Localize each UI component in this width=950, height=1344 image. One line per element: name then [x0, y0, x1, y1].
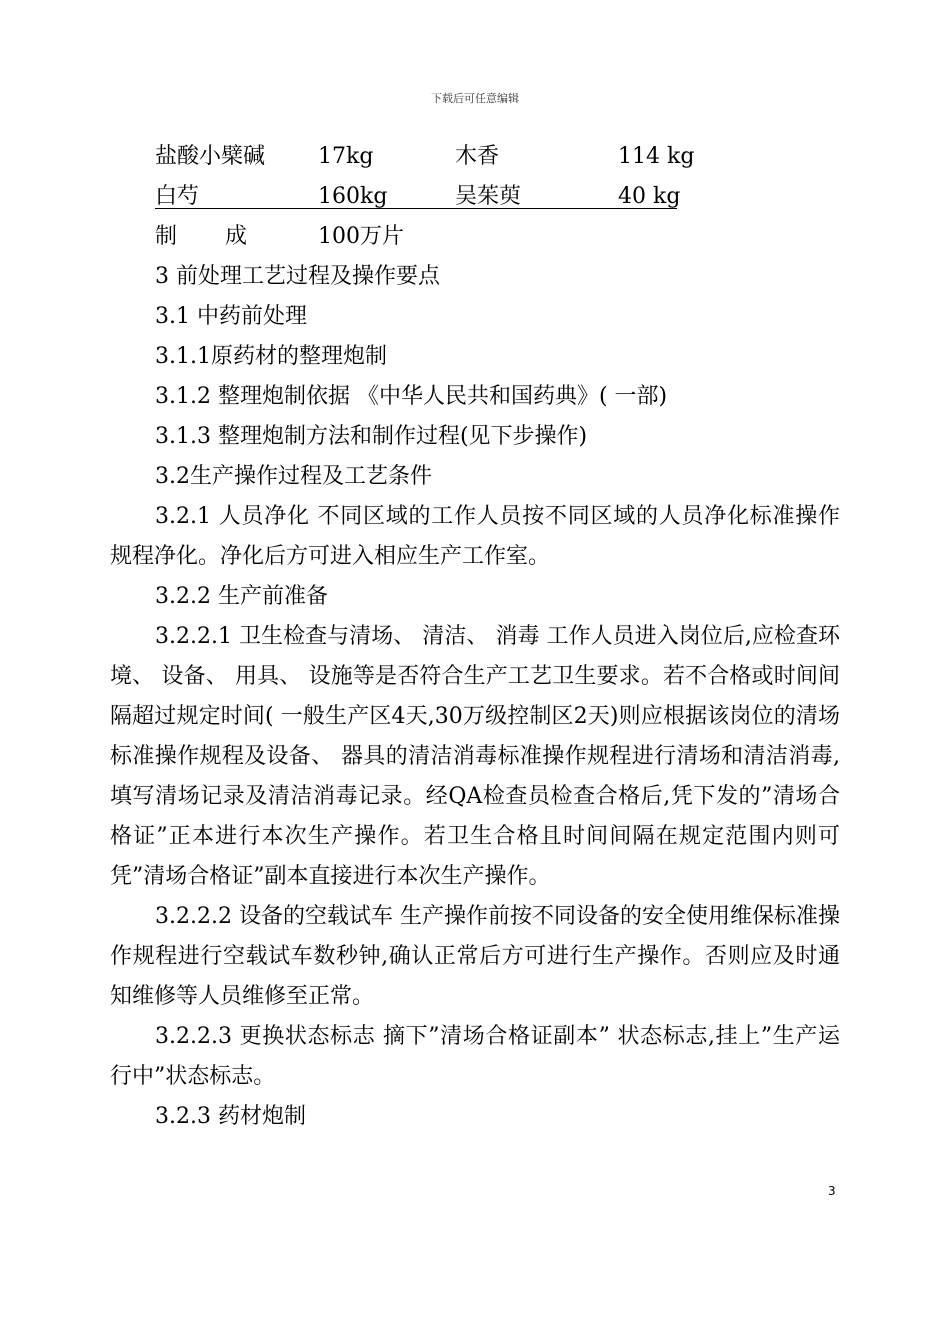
- paragraph: 3.2.1 人员净化 不同区域的工作人员按不同区域的人员净化标准操作规程净化。净化后方可进入相应生产工作室。: [110, 504, 840, 569]
- paragraph: 3.2.2.1 卫生检查与清场、 清洁、 消毒 工作人员进入岗位后,应检查环境、 设备、 用具、 设施等是否符合生产工艺卫生要求。若不合格或时间间隔超过规定时间( 一般生产区4天,30万级控制区2天)则应根据该岗位的清场标准操作规程及设备、 器具的清洁消毒标准操作规程进行清场和清洁消毒,填写清场记录及清洁消毒记录。经QA检查员检查合格后,凭下发的”清场合格证”正本进行本次生产操作。若卫生合格且时间间隔在规定范围内则可凭”清场合格证”副本直接进行本次生产操作。: [110, 624, 840, 889]
- document-body: [110, 137, 840, 1137]
- section-heading: 3.1 中药前处理: [155, 304, 307, 329]
- section-line: 3.1.3 整理炮制方法和制作过程(见下步操作): [155, 424, 588, 449]
- paragraph: 3.2.2.3 更换状态标志 摘下”清场合格证副本” 状态标志,挂上”生产运行中”状态标志。: [110, 1024, 840, 1089]
- ingredient-qty: 17kg: [318, 144, 374, 169]
- paragraph: 3.2.2 生产前准备: [155, 584, 328, 609]
- ingredient-name: 木香: [455, 144, 500, 169]
- page-number: 3: [828, 1184, 836, 1198]
- made-row: [110, 217, 840, 257]
- ingredient-name: 吴茱萸: [455, 184, 522, 209]
- made-label-a: 制: [155, 224, 178, 249]
- paragraph: 3.2.3 药材炮制: [155, 1104, 306, 1129]
- made-value: 100万片: [318, 224, 404, 249]
- ingredient-name: 盐酸小檗碱: [155, 144, 266, 169]
- section-heading: 3 前处理工艺过程及操作要点: [155, 264, 440, 289]
- made-label-b: 成: [225, 224, 248, 249]
- ingredient-qty: 160kg: [318, 184, 388, 209]
- ingredient-name: 白芍: [155, 184, 200, 209]
- ingredient-row-underlined: [110, 177, 840, 217]
- ingredient-row: [110, 137, 840, 177]
- ingredient-qty: 114 kg: [618, 144, 695, 169]
- page-header: 下载后可任意编辑: [431, 92, 519, 105]
- ingredient-qty: 40 kg: [618, 184, 681, 209]
- underline-divider: [155, 208, 677, 209]
- section-line: 3.1.2 整理炮制依据 《中华人民共和国药典》( 一部): [155, 384, 668, 409]
- section-heading: 3.2生产操作过程及工艺条件: [155, 464, 432, 489]
- paragraph: 3.2.2.2 设备的空载试车 生产操作前按不同设备的安全使用维保标准操作规程进行空载试车数秒钟,确认正常后方可进行生产操作。否则应及时通知维修等人员维修至正常。: [110, 904, 840, 1009]
- section-heading: 3.1.1原药材的整理炮制: [155, 344, 387, 369]
